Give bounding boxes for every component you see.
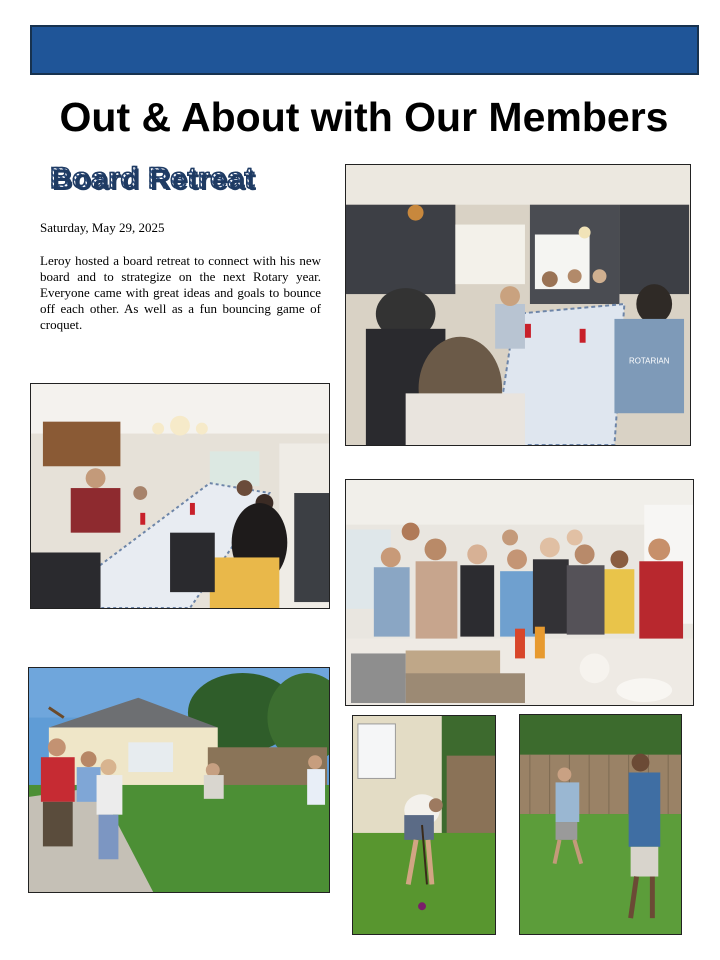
section-heading: Board Retreat [50,162,255,195]
photo-dining-room [30,383,330,609]
photo-kitchen-table [345,164,691,446]
page-title: Out & About with Our Members [59,94,669,140]
event-description: Leroy hosted a board retreat to connect with his new board and to strategize on the next Rotary year. Everyone came with great ideas and goals to bounce off each other. As well as a fun bouncing game of croquet. [40,253,321,332]
shirt-text: ROTARIAN [629,356,670,366]
photo-croquet-players [519,714,682,935]
photo-yard-croquet [28,667,330,893]
photo-group [345,479,694,706]
photo-croquet-swing [352,715,496,935]
event-date: Saturday, May 29, 2025 [40,220,165,235]
header-banner [30,25,699,75]
